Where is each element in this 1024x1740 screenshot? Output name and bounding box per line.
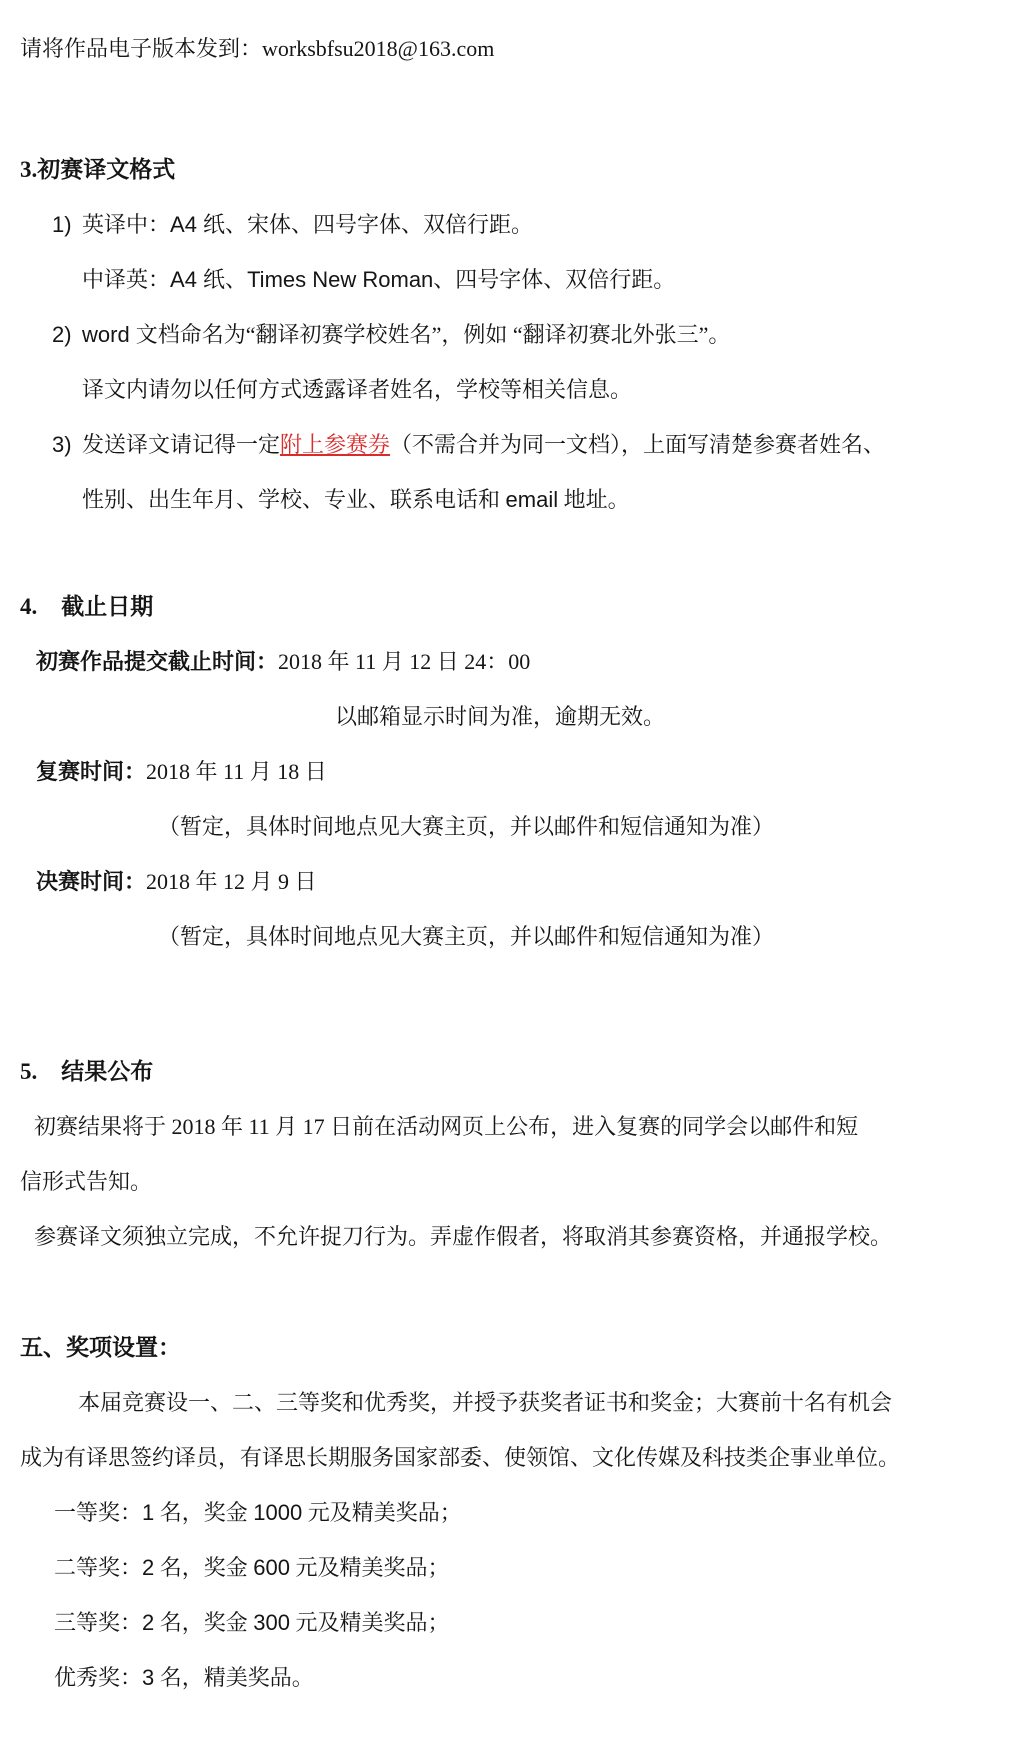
semifinal-time-row: 复赛时间：2018 年 11 月 18 日 [36,759,327,784]
final-time-row: 决赛时间：2018 年 12 月 9 日 [36,869,317,894]
list-item-1-line-2 [20,252,1004,307]
item-3-text-line-1: 发送译文请记得一定附上参赛券（不需合并为同一文档），上面写清楚参赛者姓名、 [82,432,886,457]
deadline-note-row: 以邮箱显示时间为准，逾期无效。 [335,704,666,729]
list-item-1-line-1 [20,197,1004,252]
prize-line-excellence: 优秀奖：3 名，精美奖品。 [54,1665,314,1690]
list-item-3-line-2 [20,472,1004,527]
prize-line-first: 一等奖：1 名，奖金 1000 元及精美奖品； [54,1500,462,1525]
results-para-line-1: 初赛结果将于 2018 年 11 月 17 日前在活动网页上公布，进入复赛的同学会以邮件和短 [34,1114,859,1139]
section-5-heading: 5. 结果公布 [20,1059,154,1084]
list-item-2-line-2 [20,362,1004,417]
awards-section-heading: 五、奖项设置： [20,1335,181,1360]
list-item-2-line-1 [20,307,1004,362]
results-para-line-2: 信形式告知。 [20,1169,153,1194]
item-2-text-line-2: 译文内请勿以任何方式透露译者姓名，学校等相关信息。 [82,377,633,402]
item-number-3: 3) [52,432,72,457]
semifinal-note-row: （暂定，具体时间地点见大赛主页，并以邮件和短信通知为准） [158,814,775,839]
item-3-text-line-2: 性别、出生年月、学校、专业、联系电话和 email 地址。 [82,487,630,512]
list-item-3-line-1 [20,417,1004,472]
section-3-heading: 3.初赛译文格式 [20,157,176,182]
item-1-text-line-1: 英译中：A4 纸、宋体、四号字体、双倍行距。 [82,212,534,237]
prize-line-second: 二等奖：2 名，奖金 600 元及精美奖品； [54,1555,450,1580]
prize-line-third: 三等奖：2 名，奖金 300 元及精美奖品； [54,1610,450,1635]
awards-body-line-2: 成为有译思签约译员，有译思长期服务国家部委、使领馆、文化传媒及科技类企事业单位。 [20,1445,901,1470]
item-number-1: 1) [52,212,72,237]
item-2-text-line-1: word 文档命名为“翻译初赛学校姓名”，例如 “翻译初赛北外张三”。 [82,322,731,347]
item-number-2: 2) [52,322,72,347]
final-note-row: （暂定，具体时间地点见大赛主页，并以邮件和短信通知为准） [158,924,775,949]
section-4-heading: 4. 截止日期 [20,594,154,619]
integrity-para-line: 参赛译文须独立完成，不允许捉刀行为。弄虚作假者，将取消其参赛资格，并通报学校。 [34,1224,893,1249]
deadline-submission-row: 初赛作品提交截止时间：2018 年 11 月 12 日 24：00 [36,649,531,674]
awards-body-line-1: 本届竞赛设一、二、三等奖和优秀奖，并授予获奖者证书和奖金；大赛前十名有机会 [78,1390,893,1415]
intro-line: 请将作品电子版本发到：worksbfsu2018@163.com [20,36,495,61]
item-1-text-line-2: 中译英：A4 纸、Times New Roman、四号字体、双倍行距。 [82,267,676,292]
